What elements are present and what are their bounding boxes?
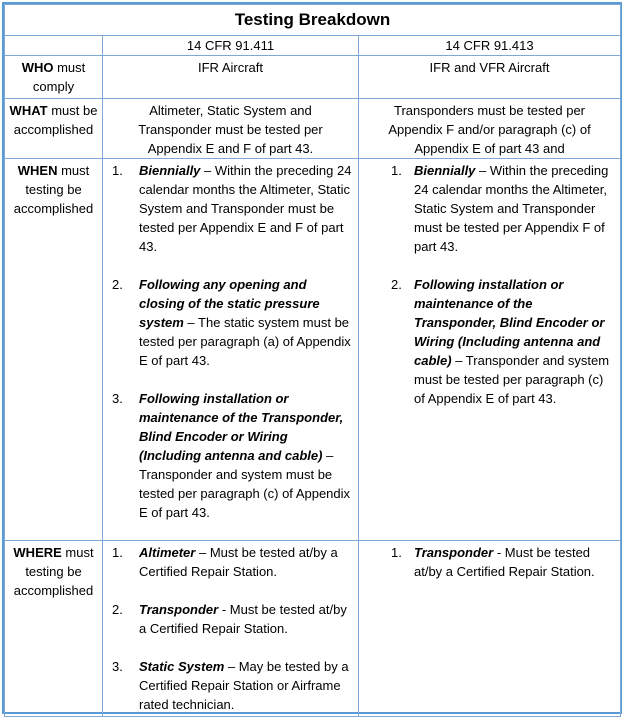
row-label-who-bold: WHO [21, 60, 54, 75]
list-text: – Must be tested at/by a Certified Repair Station. [139, 545, 338, 579]
list-text: – Transponder and system must be tested per paragraph (c) of Appendix E of part 43. [139, 448, 351, 520]
row-what [5, 99, 621, 159]
list-item [103, 161, 352, 256]
list-lead: Transponder [139, 602, 219, 617]
table-title: Testing Breakdown [5, 5, 621, 36]
list-item [359, 161, 614, 256]
when-91-413 [359, 159, 621, 541]
list-number: 1. [391, 163, 402, 178]
list-lead: Biennially [139, 163, 201, 178]
where-91-411-list [103, 543, 352, 714]
list-number: 2. [391, 277, 402, 292]
list-number: 2. [112, 602, 123, 617]
list-item [103, 657, 352, 714]
testing-breakdown-table [4, 4, 621, 717]
list-text: – Within the preceding 24 calendar months the Altimeter, Static System and Transponder must be tested per Appendix F of part 43. [414, 163, 609, 254]
list-item [359, 543, 614, 581]
row-where [5, 541, 621, 717]
row-label-what [5, 99, 103, 159]
row-label-when-bold: WHEN [17, 163, 58, 178]
list-number: 1. [112, 545, 123, 560]
list-lead: Following installation or maintenance of the Transponder, Blind Encoder or Wiring (Including antenna and cable) [414, 277, 605, 368]
what-91-411: Altimeter, Static System and Transponder must be tested per Appendix E and F of part 43. [103, 99, 359, 159]
list-text: - Must be tested at/by a Certified Repair Station. [414, 545, 595, 579]
list-lead: Altimeter [139, 545, 196, 560]
row-label-where-bold: WHERE [13, 545, 62, 560]
list-lead: Transponder [414, 545, 494, 560]
row-when [5, 159, 621, 541]
list-item [103, 543, 352, 581]
list-lead: Following installation or maintenance of the Transponder, Blind Encoder or Wiring (Including antenna and cable) [139, 391, 344, 463]
list-number: 3. [112, 659, 123, 674]
list-text: – May be tested by a Certified Repair Station or Airframe rated technician. [139, 659, 349, 712]
when-91-411 [103, 159, 359, 541]
list-item [103, 389, 352, 522]
row-label-where [5, 541, 103, 717]
where-91-413 [359, 541, 621, 717]
list-text: – Within the preceding 24 calendar months the Altimeter, Static System and Transponder must be tested per Appendix E and F of part 43. [139, 163, 352, 254]
list-item [359, 275, 614, 408]
list-number: 1. [112, 163, 123, 178]
list-text: – Transponder and system must be tested per paragraph (c) of Appendix E of part 43. [414, 353, 610, 406]
list-item [103, 275, 352, 370]
list-text: - Must be tested at/by a Certified Repair Station. [139, 602, 347, 636]
where-91-411 [103, 541, 359, 717]
list-lead: Following any opening and closing of the static pressure system [139, 277, 320, 330]
row-label-when [5, 159, 103, 541]
column-header-91-411: 14 CFR 91.411 [103, 36, 359, 56]
list-item [103, 600, 352, 638]
row-label-who-rest: must comply [32, 60, 86, 94]
row-label-who [5, 56, 103, 99]
who-91-411: IFR Aircraft [103, 56, 359, 99]
when-91-411-list [103, 161, 352, 522]
testing-breakdown-document [2, 2, 622, 714]
row-label-what-bold: WHAT [9, 103, 48, 118]
where-91-413-list [359, 543, 614, 581]
list-number: 2. [112, 277, 123, 292]
list-lead: Biennially [414, 163, 476, 178]
column-header-91-413: 14 CFR 91.413 [359, 36, 621, 56]
when-91-413-list [359, 161, 614, 408]
list-number: 3. [112, 391, 123, 406]
list-number: 1. [391, 545, 402, 560]
list-lead: Static System [139, 659, 225, 674]
corner-cell [5, 36, 103, 56]
row-who [5, 56, 621, 99]
row-label-what-rest: must be accomplished [13, 103, 98, 137]
row-label-where-rest: must testing be accomplished [13, 545, 94, 598]
row-label-when-rest: must testing be accomplished [13, 163, 94, 216]
who-91-413: IFR and VFR Aircraft [359, 56, 621, 99]
list-text: – The static system must be tested per paragraph (a) of Appendix E of part 43. [139, 315, 351, 368]
what-91-413: Transponders must be tested per Appendix F and/or paragraph (c) of Appendix E of part 43 and [359, 99, 621, 159]
